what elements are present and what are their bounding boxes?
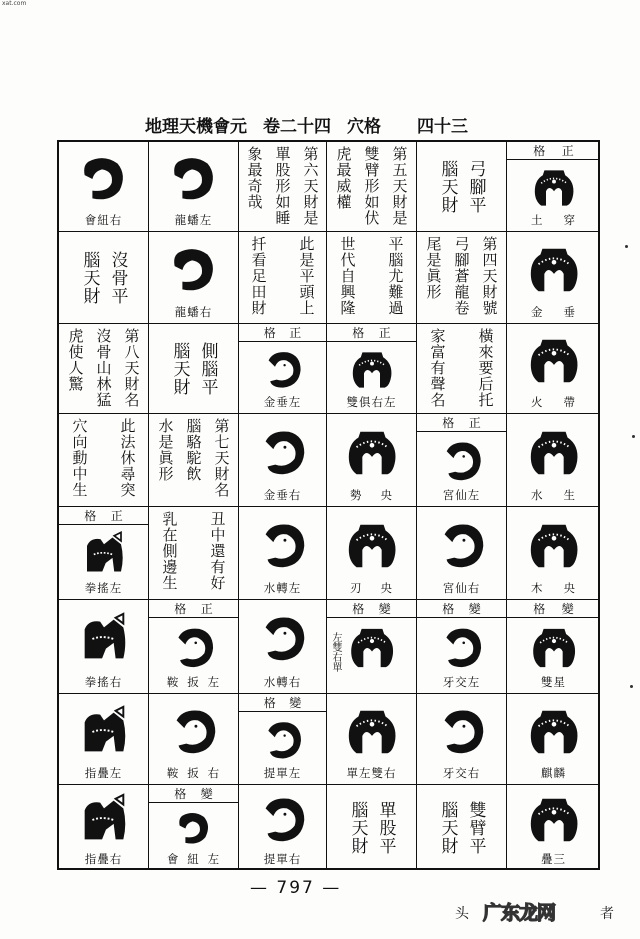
double-mound-icon bbox=[348, 346, 396, 398]
caption-char: 帶 bbox=[563, 395, 576, 409]
table-cell bbox=[59, 232, 149, 324]
fist-left-icon bbox=[78, 529, 129, 584]
verse-text bbox=[327, 146, 416, 229]
glyph-caption bbox=[507, 212, 600, 228]
table-cell bbox=[417, 694, 507, 785]
tag-char: 格 bbox=[263, 326, 276, 340]
tooth-right-icon bbox=[433, 703, 491, 765]
table-cell bbox=[507, 142, 600, 232]
tag-char: 變 bbox=[468, 602, 481, 616]
glyph-caption: 宮仙左 bbox=[442, 488, 481, 502]
glyph-caption bbox=[507, 394, 600, 410]
table-cell bbox=[327, 507, 417, 600]
verse-text bbox=[149, 511, 238, 597]
water-mound-icon bbox=[525, 424, 583, 486]
verse-text bbox=[239, 236, 326, 321]
verse-column: 水是眞形 bbox=[156, 418, 175, 482]
tag-char: 正 bbox=[200, 602, 213, 616]
verse-column: 象最奇哉 bbox=[245, 146, 264, 210]
glyph-caption: 龍蟠左 bbox=[174, 213, 213, 227]
table-cell bbox=[507, 507, 600, 600]
dragon-head-icon bbox=[75, 150, 133, 212]
tag-char: 正 bbox=[378, 326, 391, 340]
verse-column: 雙臂平 bbox=[465, 800, 486, 855]
scan-speck bbox=[632, 435, 635, 438]
tag-char: 變 bbox=[561, 602, 574, 616]
tag-char: 正 bbox=[468, 416, 481, 430]
table-cell bbox=[149, 232, 239, 324]
central-mound-icon bbox=[343, 424, 401, 486]
table-cell bbox=[417, 507, 507, 600]
table-cell bbox=[239, 507, 327, 600]
verse-column: 側腦平 bbox=[197, 341, 218, 396]
table-cell bbox=[507, 414, 600, 507]
caption-char: 垂 bbox=[563, 305, 576, 319]
glyph-caption: 拳搖右 bbox=[84, 675, 123, 689]
verse-column: 單股形如睡 bbox=[273, 146, 292, 226]
verse-column: 橫來要后托 bbox=[476, 328, 495, 408]
verse-column: 腦天財 bbox=[347, 800, 368, 855]
glyph-caption: 雙星 bbox=[541, 675, 566, 689]
tag-char: 格 bbox=[352, 602, 365, 616]
verse-column: 沒骨平 bbox=[107, 250, 128, 305]
table-cell bbox=[327, 785, 417, 870]
glyph-caption bbox=[507, 304, 600, 320]
book-title: 地理天機會元 bbox=[145, 116, 247, 137]
verse-column: 第八天財名 bbox=[122, 328, 141, 408]
palace-left-icon bbox=[436, 436, 487, 491]
table-cell bbox=[149, 142, 239, 232]
table-cell bbox=[239, 232, 327, 324]
table-cell bbox=[327, 232, 417, 324]
table-cell bbox=[507, 600, 600, 694]
verse-text bbox=[417, 785, 506, 870]
pattern-category-tag bbox=[417, 600, 506, 618]
caption-char: 央 bbox=[563, 581, 576, 595]
wood-mound-icon bbox=[525, 517, 583, 579]
water-turn-left-icon bbox=[254, 517, 312, 579]
caption-char: 土 bbox=[531, 213, 544, 227]
glyph-caption: 疊三 bbox=[541, 852, 566, 866]
table-cell bbox=[239, 694, 327, 785]
coiled-dragon-right-icon bbox=[165, 241, 223, 303]
glyph-caption: 金垂左 bbox=[263, 395, 302, 409]
table-cell bbox=[149, 507, 239, 600]
verse-column: 腦天財 bbox=[79, 250, 100, 305]
table-cell bbox=[327, 324, 417, 414]
glyph-caption: 指疊左 bbox=[84, 766, 123, 780]
verse-column: 此是平頭上 bbox=[297, 236, 316, 316]
verse-text bbox=[327, 236, 416, 321]
table-cell bbox=[327, 600, 417, 694]
table-cell bbox=[149, 694, 239, 785]
page-number: — 797 — bbox=[250, 878, 342, 898]
tag-char: 正 bbox=[289, 326, 302, 340]
tag-char: 變 bbox=[200, 787, 213, 801]
glyph-caption bbox=[149, 851, 238, 867]
double-star-icon bbox=[528, 622, 580, 678]
verse-column: 弓腳蒼龍卷 bbox=[452, 236, 471, 316]
glyph-caption bbox=[507, 487, 600, 503]
tag-char: 變 bbox=[289, 696, 302, 710]
verse-column: 丑中還有好 bbox=[208, 511, 227, 591]
finger-right-icon bbox=[75, 791, 133, 853]
glyph-caption: 單左雙右 bbox=[346, 766, 397, 780]
verse-column: 虎最威權 bbox=[334, 146, 353, 210]
finger-left-icon bbox=[75, 703, 133, 765]
verse-column: 腦駱駝飲 bbox=[184, 418, 203, 482]
scan-speck bbox=[630, 685, 633, 688]
verse-text bbox=[59, 418, 148, 504]
glyph-caption: 龍蟠右 bbox=[174, 305, 213, 319]
caption-char: 扳 bbox=[187, 766, 200, 780]
verse-column: 平腦尤難過 bbox=[386, 236, 405, 316]
tag-char: 格 bbox=[84, 509, 97, 523]
caption-char: 水 bbox=[531, 488, 544, 502]
caption-char: 紐 bbox=[187, 852, 200, 866]
single-double-icon bbox=[346, 622, 398, 678]
caption-char: 穿 bbox=[563, 213, 576, 227]
glyph-caption: 雙俱右左 bbox=[346, 395, 397, 409]
pattern-category-tag bbox=[507, 600, 600, 618]
pattern-category-tag bbox=[239, 694, 326, 712]
tooth-left-icon bbox=[436, 622, 488, 678]
glyph-caption bbox=[327, 580, 416, 596]
volume-label: 卷二十四 bbox=[263, 116, 331, 137]
table-cell bbox=[507, 324, 600, 414]
glyph-caption: 會紐右 bbox=[84, 213, 123, 227]
scan-speck bbox=[625, 245, 628, 248]
table-cell bbox=[239, 142, 327, 232]
verse-text bbox=[239, 146, 326, 229]
verse-column: 虎使人驚 bbox=[66, 328, 85, 392]
tag-char: 格 bbox=[533, 602, 546, 616]
verse-column: 尾是眞形 bbox=[424, 236, 443, 300]
triple-fold-icon bbox=[525, 791, 583, 853]
pattern-category-tag bbox=[149, 600, 238, 618]
side-note: 左雙右單 bbox=[330, 632, 341, 672]
caption-char: 扳 bbox=[187, 675, 200, 689]
verse-text bbox=[59, 232, 148, 323]
table-cell bbox=[59, 694, 149, 785]
table-cell bbox=[239, 414, 327, 507]
lift-right-icon bbox=[254, 791, 312, 853]
table-cell bbox=[327, 694, 417, 785]
table-cell bbox=[59, 600, 149, 694]
earth-mound-icon bbox=[530, 164, 578, 216]
caption-char: 央 bbox=[380, 581, 393, 595]
table-cell bbox=[239, 324, 327, 414]
page-header bbox=[145, 112, 525, 136]
caption-char: 火 bbox=[531, 395, 544, 409]
section-label: 穴格 bbox=[347, 116, 381, 137]
tag-char: 正 bbox=[561, 144, 574, 158]
verse-column: 腦天財 bbox=[437, 800, 458, 855]
verse-text bbox=[59, 328, 148, 411]
glyph-caption: 牙交右 bbox=[442, 766, 481, 780]
pattern-category-tag bbox=[149, 785, 238, 803]
verse-text bbox=[417, 142, 506, 231]
verse-column: 穴向動中生 bbox=[70, 418, 89, 498]
cave-pattern-table bbox=[57, 140, 600, 870]
table-cell bbox=[59, 142, 149, 232]
pattern-category-tag bbox=[239, 324, 326, 342]
glyph-caption bbox=[149, 674, 238, 690]
caption-char: 左 bbox=[207, 852, 221, 866]
pattern-category-tag bbox=[59, 507, 148, 525]
verse-column: 此法休尋突 bbox=[118, 418, 137, 498]
glyph-caption: 水轉右 bbox=[263, 675, 302, 689]
table-cell bbox=[417, 142, 507, 232]
saddle-left-icon bbox=[168, 622, 220, 678]
metal-mound-icon bbox=[525, 241, 583, 303]
table-cell bbox=[239, 785, 327, 870]
glyph-caption: 指疊右 bbox=[84, 852, 123, 866]
table-cell bbox=[507, 232, 600, 324]
tag-char: 格 bbox=[263, 696, 276, 710]
saddle-right-icon bbox=[165, 703, 223, 765]
table-cell bbox=[59, 785, 149, 870]
table-cell bbox=[417, 414, 507, 507]
caption-char: 鞍 bbox=[166, 766, 180, 780]
verse-column: 第六天財是 bbox=[301, 146, 320, 226]
glyph-caption: 水轉左 bbox=[263, 581, 302, 595]
metal-left-icon bbox=[259, 346, 307, 398]
tag-char: 格 bbox=[174, 787, 187, 801]
glyph-caption: 提單左 bbox=[263, 766, 302, 780]
caption-char: 央 bbox=[380, 488, 393, 502]
table-cell bbox=[327, 142, 417, 232]
tag-char: 格 bbox=[174, 602, 187, 616]
glyph-caption: 金垂右 bbox=[263, 488, 302, 502]
table-cell bbox=[59, 507, 149, 600]
table-cell bbox=[417, 232, 507, 324]
caption-char: 刃 bbox=[350, 581, 363, 595]
fire-mound-icon bbox=[525, 332, 583, 394]
glyph-caption bbox=[327, 487, 416, 503]
page-label: 四十三 bbox=[417, 116, 468, 137]
verse-column: 家富有聲名 bbox=[428, 328, 447, 408]
verse-text bbox=[149, 324, 238, 413]
verse-column: 弓腳平 bbox=[465, 159, 486, 214]
watermark: 广东龙网 bbox=[483, 902, 556, 924]
table-cell bbox=[59, 324, 149, 414]
caption-char: 會 bbox=[166, 852, 180, 866]
tag-char: 正 bbox=[110, 509, 123, 523]
caption-char: 勢 bbox=[350, 488, 363, 502]
watermark-suffix: 者 bbox=[600, 906, 614, 922]
glyph-caption: 牙交左 bbox=[442, 675, 481, 689]
table-cell bbox=[507, 694, 600, 785]
table-cell bbox=[59, 414, 149, 507]
table-cell bbox=[149, 785, 239, 870]
caption-char: 木 bbox=[531, 581, 544, 595]
tag-char: 格 bbox=[352, 326, 365, 340]
table-cell bbox=[149, 324, 239, 414]
glyph-caption: 拳搖左 bbox=[84, 581, 123, 595]
pattern-category-tag bbox=[327, 600, 416, 618]
watermark-prefix: 头 bbox=[455, 906, 469, 922]
glyph-caption: 提單右 bbox=[263, 852, 302, 866]
table-cell bbox=[239, 600, 327, 694]
verse-column: 第七天財名 bbox=[212, 418, 231, 498]
double-single-icon bbox=[343, 703, 401, 765]
verse-column: 沒骨山林猛 bbox=[94, 328, 113, 408]
tag-char: 變 bbox=[378, 602, 391, 616]
lift-left-icon bbox=[258, 716, 307, 769]
caption-char: 鞍 bbox=[166, 675, 180, 689]
palace-right-icon bbox=[433, 517, 491, 579]
glyph-caption: 宮仙右 bbox=[442, 581, 481, 595]
fist-right-icon bbox=[75, 610, 133, 672]
verse-column: 第五天財是 bbox=[390, 146, 409, 226]
blade-mound-icon bbox=[343, 517, 401, 579]
caption-char: 右 bbox=[207, 766, 221, 780]
verse-column: 腦天財 bbox=[437, 159, 458, 214]
metal-right-icon bbox=[254, 424, 312, 486]
glyph-caption: 麒麟 bbox=[541, 766, 566, 780]
caption-char: 金 bbox=[531, 305, 544, 319]
glyph-caption bbox=[149, 765, 238, 781]
verse-column: 第四天財號 bbox=[480, 236, 499, 316]
tag-char: 格 bbox=[533, 144, 546, 158]
verse-column: 扦看足田財 bbox=[249, 236, 268, 316]
table-cell bbox=[149, 414, 239, 507]
tag-char: 格 bbox=[442, 602, 455, 616]
table-cell bbox=[417, 785, 507, 870]
verse-column: 腦天財 bbox=[169, 341, 190, 396]
table-cell bbox=[507, 785, 600, 870]
caption-char: 生 bbox=[563, 488, 576, 502]
table-cell bbox=[417, 324, 507, 414]
glyph-caption bbox=[507, 580, 600, 596]
caption-char: 左 bbox=[207, 675, 221, 689]
pattern-category-tag bbox=[417, 414, 506, 432]
verse-text bbox=[327, 785, 416, 870]
coiled-dragon-icon bbox=[165, 150, 223, 212]
table-cell bbox=[149, 600, 239, 694]
verse-column: 世代自興隆 bbox=[338, 236, 357, 316]
verse-text bbox=[417, 236, 506, 321]
tag-char: 格 bbox=[442, 416, 455, 430]
verse-column: 單股平 bbox=[375, 800, 396, 855]
pattern-category-tag bbox=[507, 142, 600, 160]
site-mark: xat.com bbox=[2, 0, 27, 7]
verse-text bbox=[149, 418, 238, 504]
table-cell bbox=[417, 600, 507, 694]
water-turn-right-icon bbox=[254, 610, 312, 672]
pattern-category-tag bbox=[327, 324, 416, 342]
verse-text bbox=[417, 328, 506, 411]
table-cell bbox=[327, 414, 417, 507]
knot-left-icon bbox=[172, 807, 215, 854]
verse-column: 雙臂形如伏 bbox=[362, 146, 381, 226]
verse-column: 乳在側邊生 bbox=[160, 511, 179, 591]
qilin-icon bbox=[525, 703, 583, 765]
